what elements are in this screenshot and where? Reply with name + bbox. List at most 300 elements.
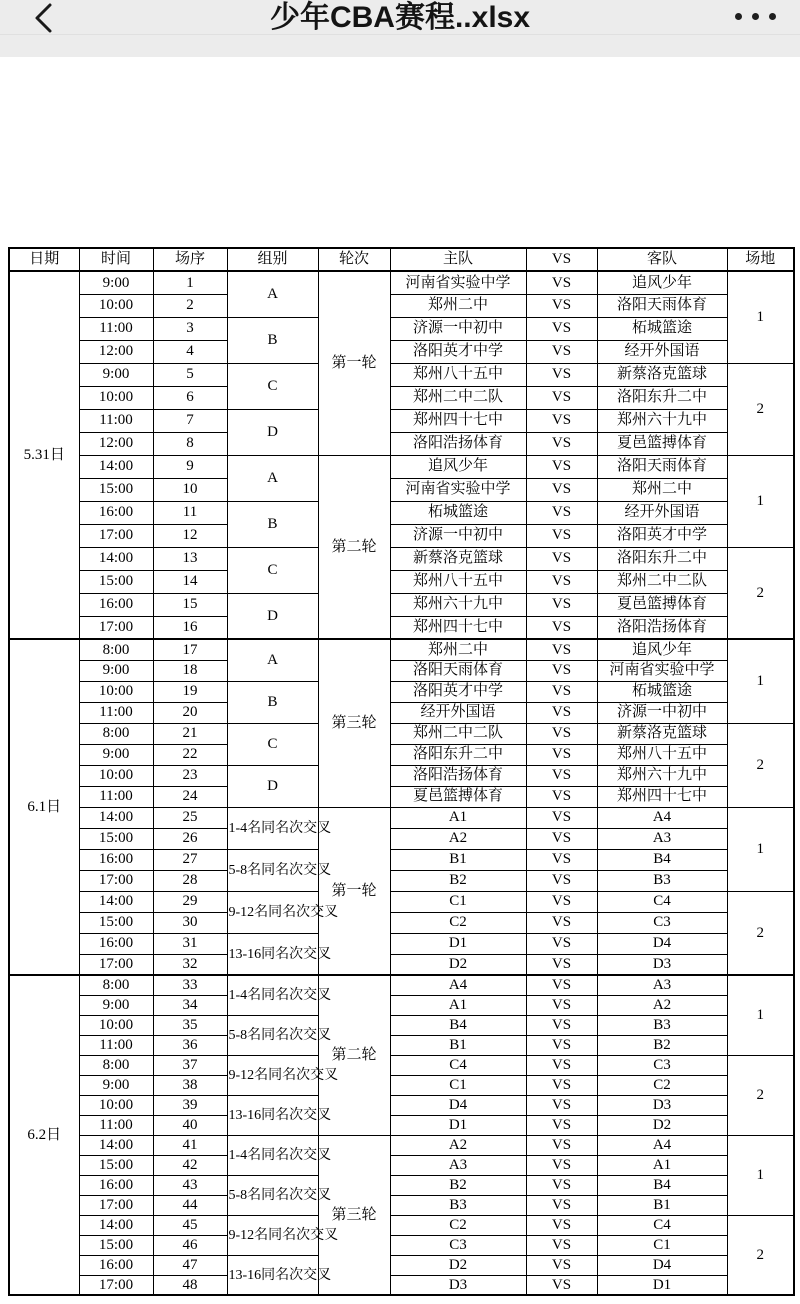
game-number-cell: 21 bbox=[153, 723, 227, 744]
schedule-row bbox=[9, 828, 794, 849]
time-cell: 11:00 bbox=[79, 702, 153, 723]
home-team-cell: C4 bbox=[390, 1055, 526, 1075]
game-number-cell: 2 bbox=[153, 294, 227, 317]
group-cell bbox=[227, 1135, 332, 1175]
time-cell: 16:00 bbox=[79, 501, 153, 524]
home-team-cell: 洛阳英才中学 bbox=[390, 340, 526, 363]
vs-cell: VS bbox=[526, 681, 597, 702]
vs-cell: VS bbox=[526, 1195, 597, 1215]
away-team-cell: B3 bbox=[597, 1015, 727, 1035]
vs-cell: VS bbox=[526, 786, 597, 807]
venue-cell: 1 bbox=[727, 639, 794, 723]
group-label: 13-16同名次交叉 bbox=[228, 1107, 332, 1123]
away-team-cell: C4 bbox=[597, 1215, 727, 1235]
vs-cell: VS bbox=[526, 593, 597, 616]
chevron-left-icon bbox=[32, 2, 54, 34]
game-number-cell: 24 bbox=[153, 786, 227, 807]
home-team-cell: 郑州二中 bbox=[390, 294, 526, 317]
time-cell: 14:00 bbox=[79, 891, 153, 912]
group-cell: D bbox=[227, 765, 318, 807]
venue-cell: 1 bbox=[727, 975, 794, 1055]
game-number-cell: 19 bbox=[153, 681, 227, 702]
group-cell bbox=[227, 933, 332, 975]
group-label: 5-8名同名次交叉 bbox=[228, 1187, 332, 1203]
table-header-row bbox=[9, 248, 794, 271]
ellipsis-dot-icon bbox=[752, 13, 759, 20]
away-team-cell: B4 bbox=[597, 1175, 727, 1195]
group-cell bbox=[227, 1015, 332, 1055]
game-number-cell: 44 bbox=[153, 1195, 227, 1215]
time-cell: 9:00 bbox=[79, 660, 153, 681]
home-team-cell: 郑州二中二队 bbox=[390, 386, 526, 409]
vs-cell: VS bbox=[526, 954, 597, 975]
game-number-cell: 14 bbox=[153, 570, 227, 593]
schedule-row bbox=[9, 1035, 794, 1055]
game-number-cell: 38 bbox=[153, 1075, 227, 1095]
schedule-row bbox=[9, 1115, 794, 1135]
vs-cell: VS bbox=[526, 995, 597, 1015]
home-team-cell: 郑州八十五中 bbox=[390, 363, 526, 386]
game-number-cell: 3 bbox=[153, 317, 227, 340]
venue-cell: 2 bbox=[727, 723, 794, 807]
home-team-cell: C2 bbox=[390, 1215, 526, 1235]
group-label: 5-8名同名次交叉 bbox=[228, 862, 332, 878]
home-team-cell: D3 bbox=[390, 1275, 526, 1295]
vs-cell: VS bbox=[526, 524, 597, 547]
time-cell: 11:00 bbox=[79, 317, 153, 340]
home-team-cell: 洛阳天雨体育 bbox=[390, 660, 526, 681]
game-number-cell: 41 bbox=[153, 1135, 227, 1155]
game-number-cell: 8 bbox=[153, 432, 227, 455]
time-cell: 17:00 bbox=[79, 1195, 153, 1215]
away-team-cell: 经开外国语 bbox=[597, 501, 727, 524]
game-number-cell: 37 bbox=[153, 1055, 227, 1075]
group-label: 13-16同名次交叉 bbox=[228, 1267, 332, 1283]
round-cell: 第一轮 bbox=[318, 271, 390, 455]
group-label: 9-12名同名次交叉 bbox=[228, 904, 339, 920]
time-cell: 10:00 bbox=[79, 294, 153, 317]
schedule-row bbox=[9, 340, 794, 363]
time-cell: 8:00 bbox=[79, 975, 153, 995]
home-team-cell: 夏邑篮搏体育 bbox=[390, 786, 526, 807]
away-team-cell: 洛阳东升二中 bbox=[597, 386, 727, 409]
home-team-cell: 洛阳英才中学 bbox=[390, 681, 526, 702]
group-cell bbox=[227, 1175, 332, 1215]
time-cell: 17:00 bbox=[79, 524, 153, 547]
time-cell: 16:00 bbox=[79, 1175, 153, 1195]
schedule-table bbox=[8, 247, 795, 1296]
away-team-cell: 郑州二中二队 bbox=[597, 570, 727, 593]
group-label: 9-12名同名次交叉 bbox=[228, 1067, 339, 1083]
home-team-cell: 洛阳浩扬体育 bbox=[390, 432, 526, 455]
schedule-row bbox=[9, 501, 794, 524]
back-button[interactable] bbox=[26, 1, 60, 35]
away-team-cell: D2 bbox=[597, 1115, 727, 1135]
vs-cell: VS bbox=[526, 616, 597, 639]
venue-cell: 2 bbox=[727, 547, 794, 639]
schedule-row bbox=[9, 271, 794, 294]
game-number-cell: 30 bbox=[153, 912, 227, 933]
schedule-row bbox=[9, 1055, 794, 1075]
away-team-cell: D1 bbox=[597, 1275, 727, 1295]
away-team-cell: A4 bbox=[597, 807, 727, 828]
away-team-cell: 柘城篮途 bbox=[597, 317, 727, 340]
away-team-cell: C2 bbox=[597, 1075, 727, 1095]
schedule-row bbox=[9, 363, 794, 386]
group-label: 5-8名同名次交叉 bbox=[228, 1027, 332, 1043]
away-team-cell: A4 bbox=[597, 1135, 727, 1155]
away-team-cell: C3 bbox=[597, 1055, 727, 1075]
away-team-cell: 郑州四十七中 bbox=[597, 786, 727, 807]
time-cell: 17:00 bbox=[79, 870, 153, 891]
schedule-row bbox=[9, 891, 794, 912]
game-number-cell: 9 bbox=[153, 455, 227, 478]
venue-cell: 1 bbox=[727, 1135, 794, 1215]
date-cell: 6.1日 bbox=[9, 639, 79, 975]
schedule-row bbox=[9, 1235, 794, 1255]
time-cell: 10:00 bbox=[79, 1095, 153, 1115]
group-label: 1-4名同名次交叉 bbox=[228, 820, 332, 836]
vs-cell: VS bbox=[526, 639, 597, 660]
top-bar bbox=[0, 0, 800, 57]
vs-cell: VS bbox=[526, 386, 597, 409]
time-cell: 8:00 bbox=[79, 1055, 153, 1075]
vs-cell: VS bbox=[526, 660, 597, 681]
file-title: 少年CBA赛程..xlsx bbox=[269, 1, 531, 34]
away-team-cell: A1 bbox=[597, 1155, 727, 1175]
time-cell: 10:00 bbox=[79, 765, 153, 786]
time-cell: 15:00 bbox=[79, 570, 153, 593]
schedule-row bbox=[9, 409, 794, 432]
away-team-cell: 经开外国语 bbox=[597, 340, 727, 363]
away-team-cell: 新蔡洛克篮球 bbox=[597, 363, 727, 386]
schedule-row bbox=[9, 1255, 794, 1275]
game-number-cell: 18 bbox=[153, 660, 227, 681]
away-team-cell: B3 bbox=[597, 870, 727, 891]
home-team-cell: A2 bbox=[390, 828, 526, 849]
home-team-cell: 济源一中初中 bbox=[390, 524, 526, 547]
game-number-cell: 28 bbox=[153, 870, 227, 891]
venue-cell: 1 bbox=[727, 455, 794, 547]
away-team-cell: 郑州六十九中 bbox=[597, 765, 727, 786]
time-cell: 15:00 bbox=[79, 912, 153, 933]
game-number-cell: 11 bbox=[153, 501, 227, 524]
schedule-row bbox=[9, 995, 794, 1015]
schedule-row bbox=[9, 639, 794, 660]
vs-cell: VS bbox=[526, 1275, 597, 1295]
game-number-cell: 46 bbox=[153, 1235, 227, 1255]
time-cell: 9:00 bbox=[79, 995, 153, 1015]
away-team-cell: 追风少年 bbox=[597, 639, 727, 660]
game-number-cell: 17 bbox=[153, 639, 227, 660]
time-cell: 8:00 bbox=[79, 723, 153, 744]
game-number-cell: 45 bbox=[153, 1215, 227, 1235]
vs-cell: VS bbox=[526, 547, 597, 570]
game-number-cell: 31 bbox=[153, 933, 227, 954]
group-cell bbox=[227, 975, 332, 1015]
spreadsheet-preview bbox=[8, 247, 795, 1296]
schedule-row bbox=[9, 1215, 794, 1235]
home-team-cell: 柘城篮途 bbox=[390, 501, 526, 524]
ellipsis-dot-icon bbox=[769, 13, 776, 20]
game-number-cell: 35 bbox=[153, 1015, 227, 1035]
away-team-cell: C4 bbox=[597, 891, 727, 912]
away-team-cell: 夏邑篮搏体育 bbox=[597, 593, 727, 616]
time-cell: 11:00 bbox=[79, 786, 153, 807]
vs-cell: VS bbox=[526, 870, 597, 891]
round-cell: 第三轮 bbox=[318, 1135, 390, 1295]
away-team-cell: D4 bbox=[597, 933, 727, 954]
away-team-cell: 洛阳天雨体育 bbox=[597, 294, 727, 317]
away-team-cell: C1 bbox=[597, 1235, 727, 1255]
away-team-cell: 洛阳天雨体育 bbox=[597, 455, 727, 478]
group-cell: B bbox=[227, 317, 318, 363]
game-number-cell: 42 bbox=[153, 1155, 227, 1175]
group-cell: C bbox=[227, 363, 318, 409]
game-number-cell: 47 bbox=[153, 1255, 227, 1275]
home-team-cell: A1 bbox=[390, 807, 526, 828]
vs-cell: VS bbox=[526, 478, 597, 501]
schedule-row bbox=[9, 1275, 794, 1295]
time-cell: 10:00 bbox=[79, 1015, 153, 1035]
time-cell: 12:00 bbox=[79, 340, 153, 363]
venue-cell: 2 bbox=[727, 891, 794, 975]
group-label: 9-12名同名次交叉 bbox=[228, 1227, 339, 1243]
round-cell: 第一轮 bbox=[318, 807, 390, 975]
group-cell bbox=[227, 891, 339, 933]
game-number-cell: 48 bbox=[153, 1275, 227, 1295]
home-team-cell: B3 bbox=[390, 1195, 526, 1215]
time-cell: 16:00 bbox=[79, 1255, 153, 1275]
more-button[interactable] bbox=[733, 0, 778, 32]
time-cell: 17:00 bbox=[79, 616, 153, 639]
home-team-cell: 洛阳浩扬体育 bbox=[390, 765, 526, 786]
group-cell bbox=[227, 849, 332, 891]
away-team-cell: B1 bbox=[597, 1195, 727, 1215]
date-cell: 5.31日 bbox=[9, 271, 79, 639]
venue-cell: 2 bbox=[727, 363, 794, 455]
time-cell: 17:00 bbox=[79, 954, 153, 975]
vs-cell: VS bbox=[526, 294, 597, 317]
game-number-cell: 40 bbox=[153, 1115, 227, 1135]
date-cell: 6.2日 bbox=[9, 975, 79, 1295]
group-cell bbox=[227, 1255, 332, 1295]
group-cell: C bbox=[227, 547, 318, 593]
schedule-row bbox=[9, 660, 794, 681]
vs-cell: VS bbox=[526, 1135, 597, 1155]
game-number-cell: 12 bbox=[153, 524, 227, 547]
schedule-row bbox=[9, 807, 794, 828]
away-team-cell: 济源一中初中 bbox=[597, 702, 727, 723]
time-cell: 14:00 bbox=[79, 1135, 153, 1155]
round-cell: 第二轮 bbox=[318, 455, 390, 639]
home-team-cell: B4 bbox=[390, 1015, 526, 1035]
schedule-row bbox=[9, 744, 794, 765]
away-team-cell: 夏邑篮搏体育 bbox=[597, 432, 727, 455]
home-team-cell: A2 bbox=[390, 1135, 526, 1155]
schedule-row bbox=[9, 1175, 794, 1195]
vs-cell: VS bbox=[526, 912, 597, 933]
time-cell: 16:00 bbox=[79, 933, 153, 954]
home-team-cell: A3 bbox=[390, 1155, 526, 1175]
time-cell: 16:00 bbox=[79, 593, 153, 616]
group-cell: B bbox=[227, 501, 318, 547]
home-team-cell: C3 bbox=[390, 1235, 526, 1255]
home-team-cell: A4 bbox=[390, 975, 526, 995]
vs-cell: VS bbox=[526, 501, 597, 524]
away-team-cell: A2 bbox=[597, 995, 727, 1015]
away-team-cell: A3 bbox=[597, 828, 727, 849]
game-number-cell: 20 bbox=[153, 702, 227, 723]
away-team-cell: C3 bbox=[597, 912, 727, 933]
time-cell: 15:00 bbox=[79, 828, 153, 849]
game-number-cell: 15 bbox=[153, 593, 227, 616]
column-header: 日期 bbox=[9, 248, 79, 271]
group-label: 13-16同名次交叉 bbox=[228, 946, 332, 962]
away-team-cell: 郑州八十五中 bbox=[597, 744, 727, 765]
home-team-cell: D2 bbox=[390, 1255, 526, 1275]
game-number-cell: 43 bbox=[153, 1175, 227, 1195]
column-header: 场序 bbox=[153, 248, 227, 271]
schedule-row bbox=[9, 1095, 794, 1115]
vs-cell: VS bbox=[526, 1035, 597, 1055]
vs-cell: VS bbox=[526, 828, 597, 849]
vs-cell: VS bbox=[526, 744, 597, 765]
venue-cell: 1 bbox=[727, 271, 794, 363]
group-cell: A bbox=[227, 455, 318, 501]
home-team-cell: 河南省实验中学 bbox=[390, 271, 526, 294]
away-team-cell: 洛阳东升二中 bbox=[597, 547, 727, 570]
schedule-row bbox=[9, 786, 794, 807]
vs-cell: VS bbox=[526, 933, 597, 954]
home-team-cell: D1 bbox=[390, 933, 526, 954]
vs-cell: VS bbox=[526, 570, 597, 593]
time-cell: 9:00 bbox=[79, 1075, 153, 1095]
column-header: 场地 bbox=[727, 248, 794, 271]
vs-cell: VS bbox=[526, 340, 597, 363]
home-team-cell: A1 bbox=[390, 995, 526, 1015]
vs-cell: VS bbox=[526, 702, 597, 723]
round-cell: 第二轮 bbox=[318, 975, 390, 1135]
home-team-cell: B1 bbox=[390, 849, 526, 870]
home-team-cell: 郑州八十五中 bbox=[390, 570, 526, 593]
home-team-cell: 河南省实验中学 bbox=[390, 478, 526, 501]
game-number-cell: 10 bbox=[153, 478, 227, 501]
home-team-cell: C1 bbox=[390, 1075, 526, 1095]
game-number-cell: 6 bbox=[153, 386, 227, 409]
time-cell: 11:00 bbox=[79, 1115, 153, 1135]
away-team-cell: 河南省实验中学 bbox=[597, 660, 727, 681]
schedule-row bbox=[9, 1015, 794, 1035]
time-cell: 11:00 bbox=[79, 409, 153, 432]
venue-cell: 2 bbox=[727, 1055, 794, 1135]
away-team-cell: 柘城篮途 bbox=[597, 681, 727, 702]
venue-cell: 2 bbox=[727, 1215, 794, 1295]
home-team-cell: 追风少年 bbox=[390, 455, 526, 478]
vs-cell: VS bbox=[526, 271, 597, 294]
home-team-cell: B2 bbox=[390, 1175, 526, 1195]
time-cell: 16:00 bbox=[79, 849, 153, 870]
away-team-cell: D3 bbox=[597, 1095, 727, 1115]
schedule-row bbox=[9, 616, 794, 639]
vs-cell: VS bbox=[526, 432, 597, 455]
time-cell: 9:00 bbox=[79, 744, 153, 765]
vs-cell: VS bbox=[526, 1255, 597, 1275]
schedule-row bbox=[9, 912, 794, 933]
game-number-cell: 5 bbox=[153, 363, 227, 386]
away-team-cell: 追风少年 bbox=[597, 271, 727, 294]
home-team-cell: 郑州二中二队 bbox=[390, 723, 526, 744]
schedule-row bbox=[9, 432, 794, 455]
vs-cell: VS bbox=[526, 891, 597, 912]
home-team-cell: C2 bbox=[390, 912, 526, 933]
schedule-row bbox=[9, 723, 794, 744]
column-header: 组别 bbox=[227, 248, 318, 271]
vs-cell: VS bbox=[526, 1175, 597, 1195]
schedule-row bbox=[9, 1075, 794, 1095]
time-cell: 14:00 bbox=[79, 455, 153, 478]
away-team-cell: 新蔡洛克篮球 bbox=[597, 723, 727, 744]
schedule-row bbox=[9, 1195, 794, 1215]
vs-cell: VS bbox=[526, 1055, 597, 1075]
vs-cell: VS bbox=[526, 1155, 597, 1175]
home-team-cell: D2 bbox=[390, 954, 526, 975]
game-number-cell: 29 bbox=[153, 891, 227, 912]
away-team-cell: B4 bbox=[597, 849, 727, 870]
group-cell: D bbox=[227, 409, 318, 455]
schedule-row bbox=[9, 317, 794, 340]
vs-cell: VS bbox=[526, 807, 597, 828]
group-cell: B bbox=[227, 681, 318, 723]
away-team-cell: D4 bbox=[597, 1255, 727, 1275]
away-team-cell: B2 bbox=[597, 1035, 727, 1055]
time-cell: 14:00 bbox=[79, 1215, 153, 1235]
game-number-cell: 22 bbox=[153, 744, 227, 765]
vs-cell: VS bbox=[526, 1015, 597, 1035]
vs-cell: VS bbox=[526, 849, 597, 870]
schedule-row bbox=[9, 765, 794, 786]
time-cell: 14:00 bbox=[79, 547, 153, 570]
home-team-cell: B1 bbox=[390, 1035, 526, 1055]
group-label: 1-4名同名次交叉 bbox=[228, 988, 332, 1003]
game-number-cell: 1 bbox=[153, 271, 227, 294]
column-header: 轮次 bbox=[318, 248, 390, 271]
time-cell: 15:00 bbox=[79, 1155, 153, 1175]
group-cell bbox=[227, 807, 332, 849]
home-team-cell: 新蔡洛克篮球 bbox=[390, 547, 526, 570]
game-number-cell: 13 bbox=[153, 547, 227, 570]
column-header: 时间 bbox=[79, 248, 153, 271]
game-number-cell: 4 bbox=[153, 340, 227, 363]
group-cell bbox=[227, 1095, 332, 1135]
time-cell: 17:00 bbox=[79, 1275, 153, 1295]
time-cell: 10:00 bbox=[79, 386, 153, 409]
vs-cell: VS bbox=[526, 363, 597, 386]
vs-cell: VS bbox=[526, 1115, 597, 1135]
away-team-cell: 郑州六十九中 bbox=[597, 409, 727, 432]
venue-cell: 1 bbox=[727, 807, 794, 891]
schedule-row bbox=[9, 478, 794, 501]
round-cell: 第三轮 bbox=[318, 639, 390, 807]
vs-cell: VS bbox=[526, 975, 597, 995]
schedule-row bbox=[9, 294, 794, 317]
game-number-cell: 23 bbox=[153, 765, 227, 786]
schedule-row bbox=[9, 547, 794, 570]
vs-cell: VS bbox=[526, 1235, 597, 1255]
game-number-cell: 27 bbox=[153, 849, 227, 870]
group-cell: A bbox=[227, 271, 318, 317]
game-number-cell: 36 bbox=[153, 1035, 227, 1055]
